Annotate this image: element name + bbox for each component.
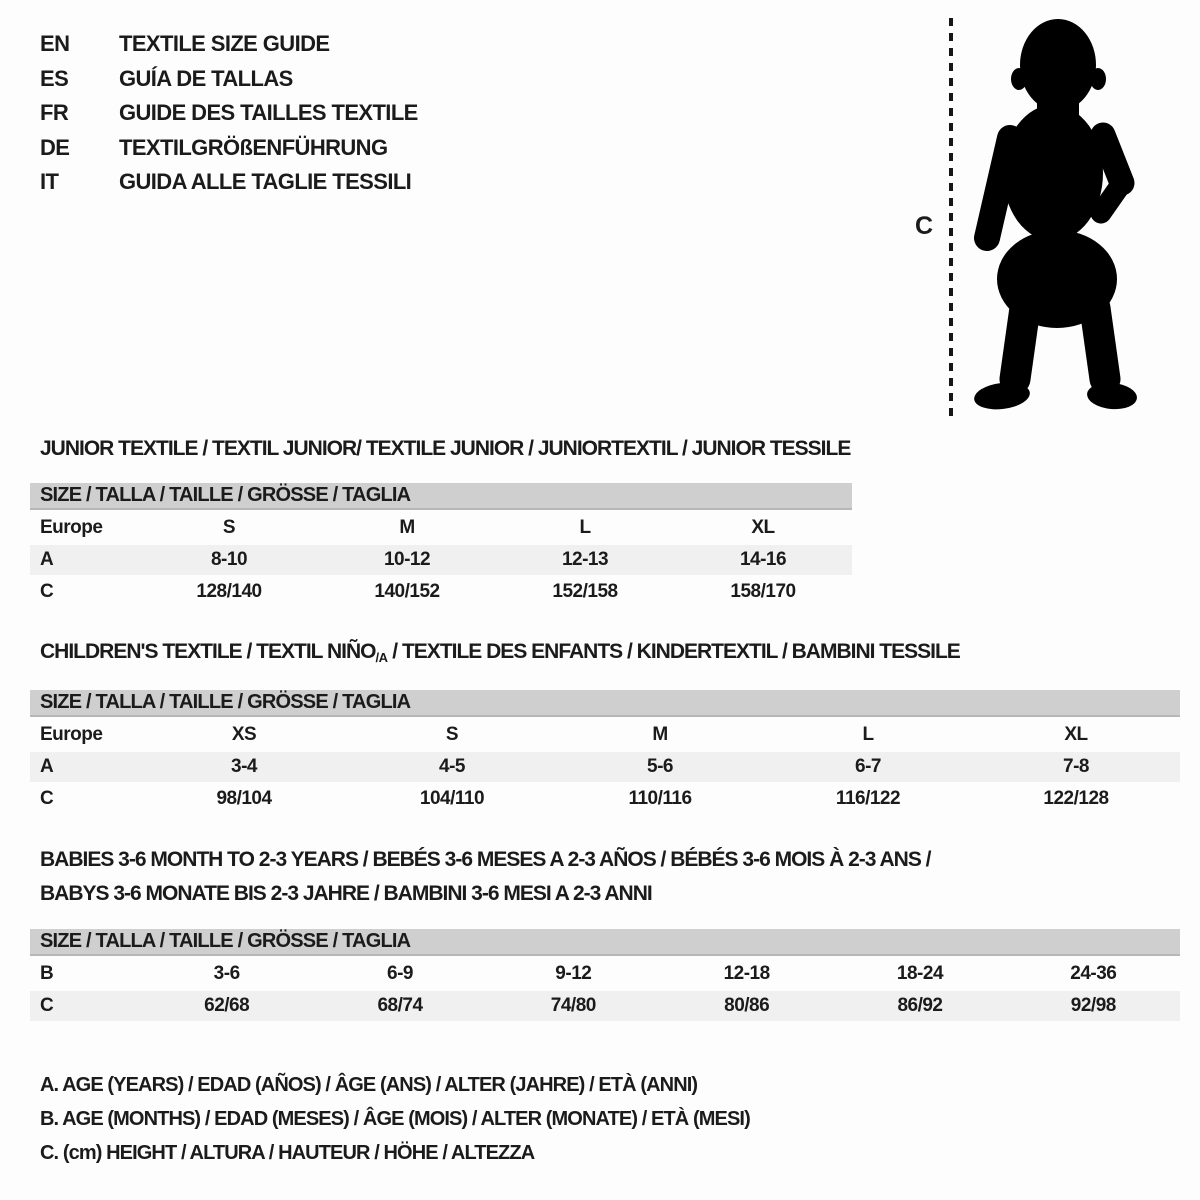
size-header-bar [30, 690, 1180, 717]
cell-value: L [862, 724, 874, 745]
cell-value: 92/98 [1070, 995, 1116, 1016]
row-label: C [40, 995, 54, 1016]
section-title [40, 432, 850, 466]
size-header-bar [30, 483, 852, 510]
cell-value: 128/140 [196, 581, 262, 602]
table-row [30, 784, 1180, 814]
table-row [30, 991, 1180, 1021]
cell-value: XL [1064, 724, 1088, 745]
table-row [30, 752, 1180, 782]
section-title-text: / TEXTILE DES ENFANTS / KINDERTEXTIL / BAMBINI TESSILE [387, 640, 960, 663]
row-label: C [40, 581, 54, 602]
language-code: EN [40, 31, 70, 56]
section-title-text: /A [375, 650, 388, 665]
section-title [40, 843, 931, 911]
row-label: Europe [40, 517, 103, 538]
cell-value: 74/80 [550, 995, 596, 1016]
cell-value: 4-5 [439, 756, 465, 777]
cell-value: 8-10 [210, 549, 248, 570]
cell-value: 12-18 [723, 963, 770, 984]
cell-value: 18-24 [896, 963, 944, 984]
language-title: TEXTILGRÖßENFÜHRUNG [119, 134, 388, 160]
size-header-text: SIZE / TALLA / TAILLE / GRÖSSE / TAGLIA [40, 691, 411, 713]
cell-value: 7-8 [1063, 756, 1089, 777]
size-header-text: SIZE / TALLA / TAILLE / GRÖSSE / TAGLIA [40, 930, 411, 952]
cell-value: L [579, 517, 591, 538]
cell-value: 14-16 [739, 549, 787, 570]
measure-legend [40, 1068, 750, 1170]
cell-value: 116/122 [835, 788, 901, 809]
cell-value: XL [751, 517, 775, 538]
cell-value: 104/110 [419, 788, 485, 809]
cell-value: 122/128 [1043, 788, 1109, 809]
cell-value: 80/86 [724, 995, 770, 1016]
cell-value: 152/158 [552, 581, 618, 602]
cell-value: 62/68 [204, 995, 250, 1016]
table-row [30, 577, 852, 607]
section-title-text: BABYS 3-6 MONATE BIS 2-3 JAHRE / BAMBINI 3-6 MESI A 2-3 ANNI [40, 882, 652, 905]
cell-value: 110/116 [628, 788, 692, 809]
table-row [30, 720, 1180, 750]
section-title-line [40, 843, 931, 877]
legend-line: B. AGE (MONTHS) / EDAD (MESES) / ÂGE (MOIS) / ALTER (MONATE) / ETÀ (MESI) [40, 1108, 750, 1130]
language-title: GUIDA ALLE TAGLIE TESSILI [119, 169, 412, 194]
table-row [30, 545, 852, 575]
table-row [30, 513, 852, 543]
language-code: IT [40, 169, 59, 194]
cell-value: S [445, 724, 459, 745]
section-title-line [40, 877, 931, 911]
language-title: GUIDE DES TAILLES TEXTILE [119, 100, 418, 125]
language-title: GUÍA DE TALLAS [119, 65, 293, 91]
cell-value: 5-6 [647, 756, 673, 777]
cell-value: M [652, 724, 668, 745]
size-header-text: SIZE / TALLA / TAILLE / GRÖSSE / TAGLIA [40, 484, 411, 506]
section-title-text: CHILDREN'S TEXTILE / TEXTIL NIÑO [40, 640, 376, 663]
cell-value: 6-7 [855, 756, 881, 777]
legend-line: C. (cm) HEIGHT / ALTURA / HAUTEUR / HÖHE / ALTEZZA [40, 1142, 535, 1164]
row-label: A [40, 756, 54, 777]
language-code: DE [40, 134, 70, 160]
language-code: ES [40, 65, 69, 91]
language-title: TEXTILE SIZE GUIDE [119, 31, 330, 56]
cell-value: 158/170 [730, 581, 796, 602]
cell-value: 3-6 [213, 963, 240, 984]
row-label: B [40, 963, 54, 984]
height-measure-label: C [915, 212, 934, 240]
cell-value: 3-4 [231, 756, 257, 777]
cell-value: 140/152 [374, 581, 440, 602]
section-title-line [40, 432, 850, 466]
section-title-line [40, 635, 960, 669]
row-label: A [40, 549, 54, 570]
cell-value: XS [231, 724, 257, 745]
cell-value: 6-9 [387, 963, 413, 984]
cell-value: 12-13 [561, 549, 609, 570]
cell-value: 10-12 [383, 549, 431, 570]
table-row [30, 959, 1180, 989]
legend-line: A. AGE (YEARS) / EDAD (AÑOS) / ÂGE (ANS) / ALTER (JAHRE) / ETÀ (ANNI) [40, 1074, 698, 1096]
section-title [40, 635, 960, 669]
size-header-bar [30, 929, 1180, 956]
cell-value: 68/74 [377, 995, 423, 1016]
cell-value: M [399, 517, 415, 538]
cell-value: S [222, 517, 236, 538]
language-code: FR [40, 100, 69, 125]
cell-value: 98/104 [216, 788, 272, 809]
section-title-text: BABIES 3-6 MONTH TO 2-3 YEARS / BEBÉS 3-6 MESES A 2-3 AÑOS / BÉBÉS 3-6 MOIS À 2-3 ANS / [40, 848, 931, 871]
cell-value: 9-12 [555, 963, 592, 984]
row-label: C [40, 788, 54, 809]
cell-value: 86/92 [897, 995, 943, 1016]
size-tables [30, 0, 1200, 1200]
cell-value: 24-36 [1070, 963, 1117, 984]
row-label: Europe [40, 724, 103, 745]
section-title-text: JUNIOR TEXTILE / TEXTIL JUNIOR/ TEXTILE JUNIOR / JUNIORTEXTIL / JUNIOR TESSILE [40, 437, 851, 460]
